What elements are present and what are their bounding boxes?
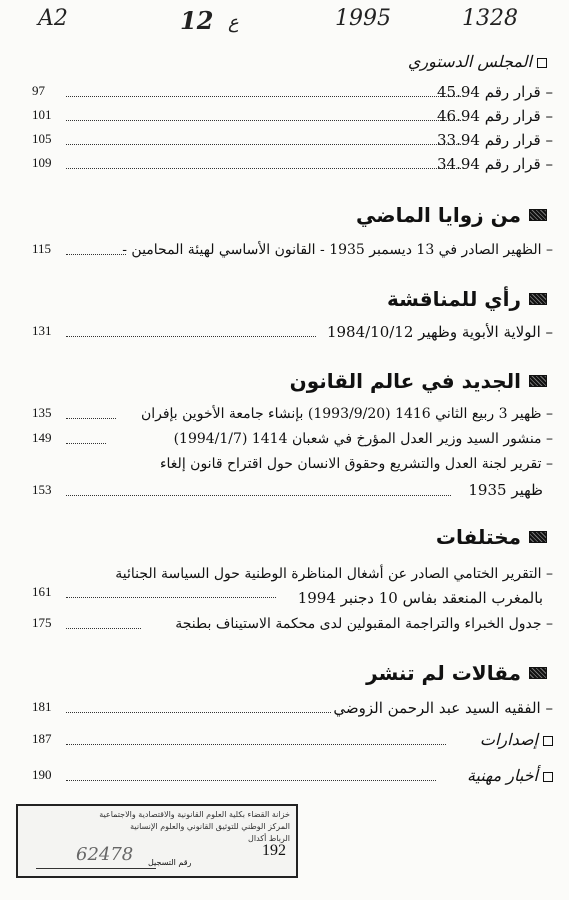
section-heading-past <box>356 200 547 230</box>
heading-marker-icon <box>529 209 547 221</box>
dot-leader <box>66 336 316 337</box>
dot-leader <box>66 780 436 781</box>
page-number: 175 <box>32 615 52 630</box>
entry-text: – قرار رقم 33.94 <box>436 131 553 149</box>
dot-leader <box>66 443 106 444</box>
subsection-council <box>408 52 547 71</box>
page-number: 190 <box>32 767 52 782</box>
toc-entry-publications <box>20 728 553 754</box>
dot-leader <box>66 628 141 629</box>
entry-text: – الولاية الأبوية وظهير 1984/10/12 <box>326 323 553 341</box>
stamp-line: خزانة القضاء بكلية العلوم القانونية والاقتصادية والاجتماعية <box>99 810 290 819</box>
handwritten-letter: ع <box>228 12 239 33</box>
heading-marker-icon <box>529 293 547 305</box>
library-stamp <box>16 804 298 878</box>
toc-entry <box>20 152 553 178</box>
page-number: 101 <box>32 107 52 122</box>
dot-leader <box>66 254 126 255</box>
section-heading-unpublished <box>366 658 547 688</box>
checkbox-icon <box>543 736 553 746</box>
section-heading-misc <box>436 522 547 552</box>
dot-leader <box>66 96 461 97</box>
toc-entry <box>20 612 553 638</box>
handwritten-year: 1995 <box>335 6 391 31</box>
entry-text: – ظهير 3 ربيع الثاني 1416 (1993/9/20) بإنشاء جامعة الأخوين بإفران <box>140 406 553 422</box>
checkbox-icon <box>543 772 553 782</box>
page-number: 115 <box>32 241 52 256</box>
toc-entry <box>20 427 553 453</box>
entry-text: – تقرير لجنة العدل والتشريع وحقوق الانسان حول اقتراح قانون إلغاء <box>159 456 553 472</box>
section-title: مقالات لم تنشر <box>366 661 521 685</box>
entry-text-continued: ظهير 1935 <box>468 481 543 499</box>
stamp-registration-label: رقم التسجيل <box>148 858 192 867</box>
entry-text: – قرار رقم 34.94 <box>436 155 553 173</box>
entry-text: – التقرير الختامي الصادر عن أشغال المناظرة الوطنية حول السياسة الجنائية <box>115 566 553 582</box>
dot-leader <box>66 168 461 169</box>
page-number: 97 <box>32 83 45 98</box>
page-number: 109 <box>32 155 52 170</box>
entry-text <box>480 728 553 752</box>
toc-entry <box>20 452 553 502</box>
page-number: 181 <box>32 699 52 714</box>
stamp-line: الرباط أكدال <box>248 834 290 843</box>
toc-entry <box>20 562 553 612</box>
page-number-footer: 192 <box>262 842 286 859</box>
section-heading-opinion <box>387 284 547 314</box>
section-heading-new-law <box>290 366 547 396</box>
heading-marker-icon <box>529 667 547 679</box>
dot-leader <box>66 418 116 419</box>
heading-marker-icon <box>529 531 547 543</box>
heading-marker-icon <box>529 375 547 387</box>
page-number: 187 <box>32 731 52 746</box>
handwritten-number: 12 <box>180 6 214 35</box>
entry-title: أخبار مهنية <box>466 766 538 785</box>
section-title: الجديد في عالم القانون <box>289 369 521 393</box>
dot-leader <box>66 144 461 145</box>
page-number: 105 <box>32 131 52 146</box>
toc-entry <box>20 80 553 106</box>
dot-leader <box>66 744 446 745</box>
handwritten-code: 1328 <box>462 6 518 31</box>
toc-entry <box>20 128 553 154</box>
entry-text: – جدول الخبراء والتراجمة المقبولين لدى محكمة الاستيناف بطنجة <box>175 616 553 632</box>
stamp-registration-number: 62478 <box>76 844 134 865</box>
stamp-line: المركز الوطني للتوثيق القانوني والعلوم الإنسانية <box>130 822 290 831</box>
entry-text <box>467 764 553 788</box>
entry-text-continued: بالمغرب المنعقد بفاس 10 دجنبر 1994 <box>297 589 543 607</box>
page-number: 161 <box>32 584 52 599</box>
toc-entry <box>20 320 553 346</box>
dot-leader <box>66 712 331 713</box>
toc-entry <box>20 104 553 130</box>
page-number: 153 <box>32 482 52 497</box>
toc-entry-news <box>20 764 553 790</box>
page-number: 131 <box>32 323 52 338</box>
entry-text: – الظهير الصادر في 13 ديسمبر 1935 - القانون الأساسي لهيئة المحامين - <box>122 242 553 258</box>
page-number: 135 <box>32 405 52 420</box>
entry-text: – قرار رقم 46.94 <box>436 107 553 125</box>
toc-entry <box>20 402 553 428</box>
handwritten-note-left: A2 <box>38 6 68 31</box>
toc-entry <box>20 696 553 722</box>
toc-entry <box>20 238 553 264</box>
section-title: رأي للمناقشة <box>387 287 521 311</box>
entry-title: إصدارات <box>479 730 538 749</box>
dot-leader <box>66 495 451 496</box>
section-title: مختلفات <box>435 525 521 549</box>
stamp-rule <box>36 868 156 869</box>
section-title: من زوايا الماضي <box>356 203 521 227</box>
dot-leader <box>66 597 276 598</box>
dot-leader <box>66 120 461 121</box>
entry-text: – منشور السيد وزير العدل المؤرخ في شعبان 1414 (1994/1/7) <box>173 431 553 447</box>
entry-text: – الفقيه السيد عبد الرحمن الزوضي <box>333 699 553 717</box>
checkbox-icon <box>537 58 547 68</box>
subsection-title: المجلس الدستوري <box>407 52 532 71</box>
entry-text: – قرار رقم 45.94 <box>436 83 553 101</box>
page-number: 149 <box>32 430 52 445</box>
